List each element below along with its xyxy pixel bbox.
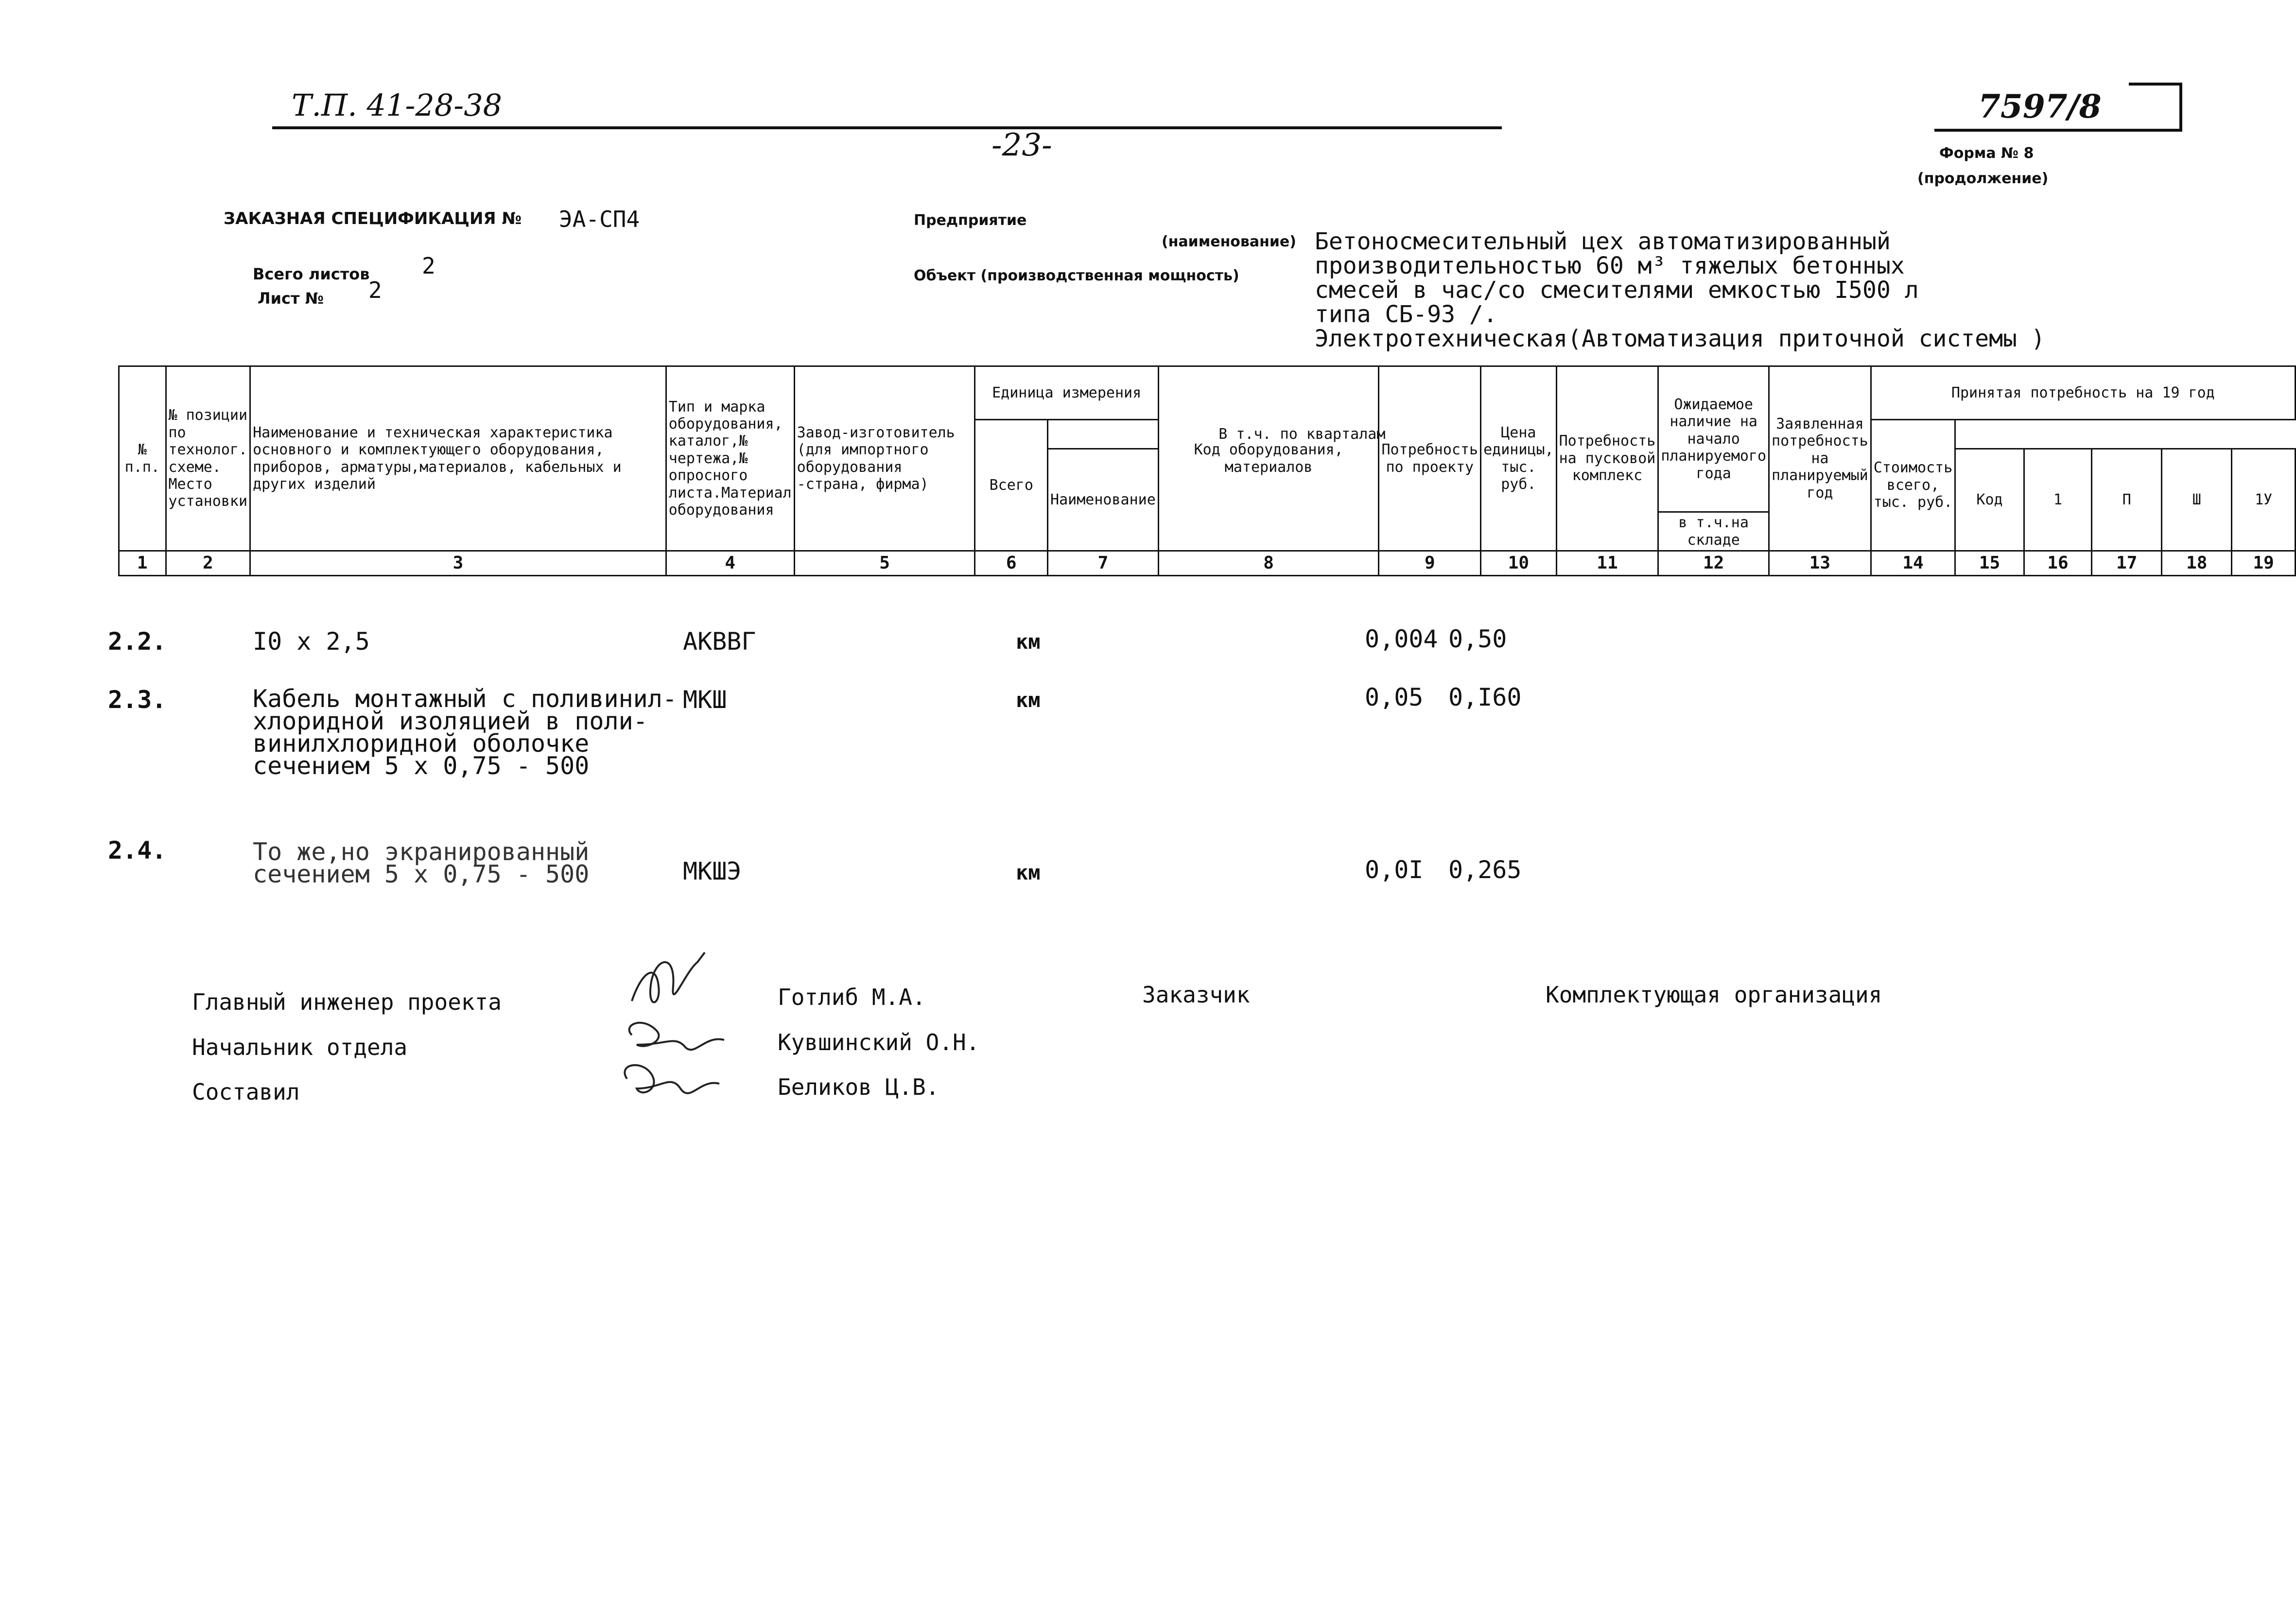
col-number: 10 <box>1481 551 1557 576</box>
header-manufacturer: Завод-изготовитель (для импортного оборудования -страна, фирма) <box>794 366 975 551</box>
row-need: 0,05 <box>1365 683 1424 711</box>
col-number: 7 <box>1048 551 1159 576</box>
header-q3: Ш <box>2162 449 2232 551</box>
spec-title: ЗАКАЗНАЯ СПЕЦИФИКАЦИЯ № <box>224 209 522 228</box>
signature-name-author: Беликов Ц.В. <box>778 1074 939 1100</box>
signature-name-head: Кувшинский О.Н. <box>778 1029 980 1055</box>
header-num: № п.п. <box>119 366 166 551</box>
signature-mark <box>625 1065 719 1093</box>
header-expected: Ожидаемое наличие на начало планируемого года <box>1658 366 1769 512</box>
col-number: 11 <box>1556 551 1658 576</box>
header-q1: 1 <box>2024 449 2092 551</box>
handwritten-signatures <box>612 943 773 1127</box>
header-unit-group: Единица измерения <box>975 366 1158 420</box>
row-need: 0,004 <box>1365 625 1438 653</box>
header-launch-need: Потребность на пусковой комплекс <box>1556 366 1658 551</box>
object-line: Бетоносмесительный цех автоматизированный <box>1315 228 1891 255</box>
enterprise-label: Предприятие <box>914 212 1027 229</box>
org-label: Комплектующая организация <box>1546 982 1882 1008</box>
object-line: смесей в час/со смесителями емкостью I500 л <box>1315 276 1919 304</box>
total-sheets-label: Всего листов <box>253 265 370 283</box>
row-name-line: Кабель монтажный с поливинил- <box>253 685 677 713</box>
header-in-stock: в т.ч.на складе <box>1658 512 1769 551</box>
row-unit: км <box>1016 630 1041 654</box>
header-rule <box>272 126 1502 129</box>
row-price: 0,265 <box>1448 856 1522 884</box>
signature-role-chief: Главный инженер проекта <box>192 989 502 1015</box>
object-label: Объект (производственная мощность) <box>914 267 1239 284</box>
row-unit: км <box>1016 688 1041 712</box>
tp-code: Т.П. 41-28-38 <box>292 87 503 123</box>
customer-label: Заказчик <box>1142 982 1250 1008</box>
header-total: Всего <box>975 420 1048 551</box>
header-accepted-group: Принятая потребность на 19 год <box>1871 366 2295 420</box>
corner-rule-right <box>2179 83 2182 132</box>
object-line: Электротехническая(Автоматизация приточной системы ) <box>1315 325 2045 352</box>
row-type: АКВВГ <box>683 627 756 656</box>
row-number: 2.2. <box>108 627 167 656</box>
col-number: 16 <box>2024 551 2092 576</box>
signature-mark <box>629 1023 724 1050</box>
col-number: 5 <box>794 551 975 576</box>
header-price: Цена единицы, тыс. руб. <box>1481 366 1557 551</box>
spec-number: ЭА-СП4 <box>559 206 640 232</box>
header-q2: П <box>2092 449 2162 551</box>
row-number: 2.4. <box>108 836 167 864</box>
row-name-line: сечением 5 x 0,75 - 500 <box>253 752 590 780</box>
col-number: 4 <box>666 551 794 576</box>
row-name-line: сечением 5 x 0,75 - 500 <box>253 860 590 888</box>
row-type: МКШ <box>683 686 727 714</box>
row-need: 0,0I <box>1365 856 1424 884</box>
col-number: 19 <box>2232 551 2296 576</box>
header-position: № позиции по технолог. схеме. Место установки <box>166 366 250 551</box>
col-number: 14 <box>1871 551 1955 576</box>
row-unit: км <box>1016 861 1041 884</box>
header-unit-code: Код <box>1955 449 2024 551</box>
row-name <box>253 685 677 780</box>
col-number: 18 <box>2162 551 2232 576</box>
col-number: 15 <box>1955 551 2024 576</box>
total-sheets-value: 2 <box>422 253 435 279</box>
header-equipment-code: Код оборудования, материалов <box>1158 366 1379 551</box>
header-cost: Стоимость всего, тыс. руб. <box>1871 420 1955 551</box>
header-declared: Заявленная потребность на планируемый год <box>1769 366 1871 551</box>
object-line: производительностью 60 м³ тяжелых бетонных <box>1315 252 1905 279</box>
signature-role-author: Составил <box>192 1079 300 1105</box>
row-name <box>253 838 590 888</box>
col-number: 9 <box>1379 551 1481 576</box>
header-need: Потребность по проекту <box>1379 366 1481 551</box>
col-number: 12 <box>1658 551 1769 576</box>
signature-role-head: Начальник отдела <box>192 1034 408 1060</box>
page-number: -23- <box>991 127 1052 163</box>
row-name-line: То же,но экранированный <box>253 838 590 866</box>
sheet-value: 2 <box>368 277 382 303</box>
object-description <box>1315 229 2045 351</box>
row-number: 2.3. <box>108 686 167 714</box>
col-number: 6 <box>975 551 1048 576</box>
row-name: I0 x 2,5 <box>253 627 370 656</box>
header-q4: 1У <box>2232 449 2296 551</box>
spec-table <box>118 365 2296 576</box>
col-number: 13 <box>1769 551 1871 576</box>
col-number: 1 <box>119 551 166 576</box>
col-number: 17 <box>2092 551 2162 576</box>
signature-name-chief: Готлиб М.А. <box>778 984 926 1010</box>
sheet-code: 7597/8 <box>1978 87 2102 125</box>
header-quarters-group: В т.ч. по кварталам <box>1048 420 1557 449</box>
form-label: Форма № 8 <box>1939 145 2034 162</box>
row-price: 0,I60 <box>1448 683 1522 711</box>
row-type: МКШЭ <box>683 857 742 885</box>
row-price: 0,50 <box>1448 625 1507 653</box>
row-name-line: винилхлоридной оболочке <box>253 729 590 758</box>
form-sub: (продолжение) <box>1917 170 2049 187</box>
col-number: 2 <box>166 551 250 576</box>
header-name: Наименование и техническая характеристика основного и комплектующего оборудования, приборов, арматуры,материалов, кабельных и других изделий <box>250 366 666 551</box>
row-name-line: хлоридной изоляцией в поли- <box>253 707 648 735</box>
object-line: типа СБ-93 /. <box>1315 301 1497 328</box>
col-number: 3 <box>250 551 666 576</box>
col-number: 8 <box>1158 551 1379 576</box>
sheet-code-rule <box>1934 129 2182 132</box>
header-type: Тип и марка оборудования, каталог,№ чертежа,№ опросного листа.Материал оборудования <box>666 366 794 551</box>
corner-rule-top <box>2129 83 2182 86</box>
signature-mark <box>632 952 705 1002</box>
header-unit-name: Наименование <box>1048 449 1159 551</box>
sheet-label: Лист № <box>258 289 324 308</box>
name-label: (наименование) <box>1162 233 1296 250</box>
